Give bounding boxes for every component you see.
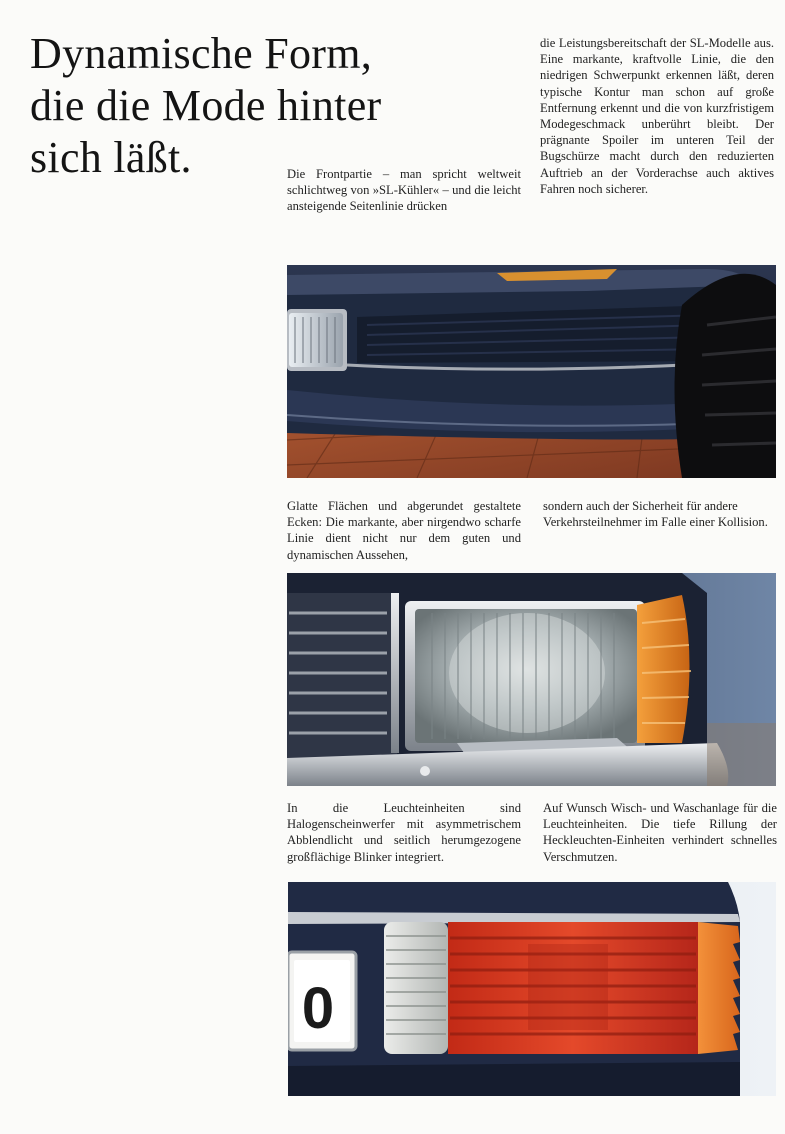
headline-line-2: die die Mode hinter	[30, 81, 382, 130]
caption-2-left: In die Leuchteinheiten sind Halogenscheinwerfer mit asymmetrischem Abblendlicht und seitlich herumgezogene großflächige Blinker integriert.	[287, 801, 521, 864]
headline-line-3: sich läßt.	[30, 133, 192, 182]
photo-headlight	[287, 573, 776, 786]
intro-text-right: die Leistungsbereitschaft der SL-Modelle aus. Eine markante, kraftvolle Linie, die den niedrigen Schwerpunkt erkennen läßt, deren typische Kontur man schon auf große Entfernung erkennt und die von kurzfristigem Modegeschmack unberührt bleibt. Der prägnante Spoiler im unteren Teil der Bugschürze macht durch den reduzierten Auftrieb an der Vorderachse auch aktives Fahren noch sicherer.	[540, 36, 774, 196]
headline-line-1: Dynamische Form,	[30, 29, 373, 78]
caption-1-right: sondern auch der Sicherheit für andere Verkehrsteilnehmer im Falle einer Kollision.	[543, 499, 768, 530]
caption-2-right: Auf Wunsch Wisch- und Waschanlage für die Leuchteinheiten. Die tiefe Rillung der Heckleuchten-Einheiten verhindert schnelles Verschmutzen.	[543, 801, 777, 864]
photo-tail-light	[288, 882, 776, 1096]
intro-text-left: Die Frontpartie – man spricht weltweit schlichtweg von »SL-Kühler« – und die leicht ansteigende Seitenlinie drücken	[287, 167, 521, 214]
photo-front-spoiler	[287, 265, 776, 478]
caption-1-left: Glatte Flächen und abgerundet gestaltete Ecken: Die markante, aber nirgendwo scharfe Linie dient nicht nur dem guten und dynamischen Aussehen,	[287, 499, 521, 562]
headline	[30, 28, 460, 184]
license-plate-char: 0	[301, 976, 335, 1041]
